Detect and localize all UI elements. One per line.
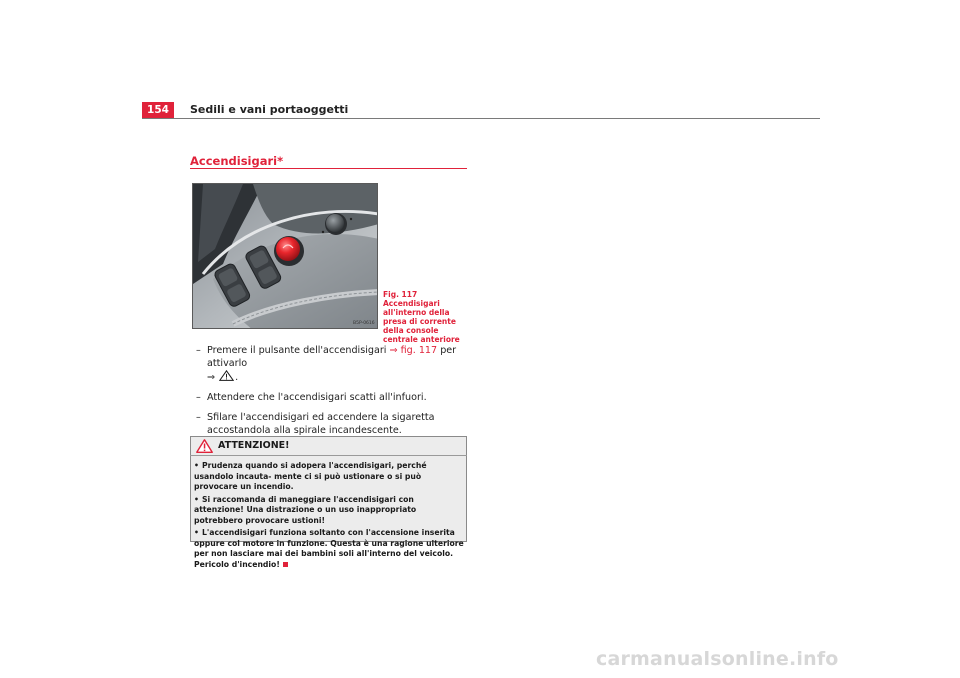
running-header: Sedili e vani portaoggetti [190, 103, 349, 116]
bullet: • [194, 528, 199, 537]
step-dash: – [196, 345, 201, 356]
warning-item [194, 528, 466, 570]
step-1-text-end: per attivarlo [207, 345, 457, 369]
step-2 [196, 391, 468, 404]
bullet: • [194, 461, 199, 470]
header-divider [142, 118, 820, 119]
step-1-text: Premere il pulsante dell'accendisigari [207, 345, 390, 356]
warning-item [194, 461, 466, 493]
step-dash: – [196, 392, 201, 403]
section-title: Accendisigari* [190, 154, 284, 168]
warning-reference-arrow: ⇒ [207, 372, 219, 383]
warning-list [194, 461, 466, 572]
step-dash: – [196, 412, 201, 423]
warning-item [194, 495, 466, 527]
figure-code: B5P-0616 [353, 321, 375, 326]
page-number: 154 [142, 102, 174, 118]
step-2-text: Attendere che l'accendisigari scatti all'infuori. [207, 392, 427, 403]
warning-header [190, 436, 467, 456]
warning-title: ATTENZIONE! [218, 440, 290, 451]
warning-item-text: Prudenza quando si adopera l'accendisigari, perché usandolo incauta- mente ci si può ustionare o si può provocare un incendio. [194, 461, 427, 491]
bullet: • [194, 494, 199, 504]
watermark: carmanualsonline.info [596, 648, 839, 670]
step-3 [196, 411, 468, 437]
end-square-icon [283, 562, 288, 567]
step-1-period: . [235, 372, 239, 383]
warning-item-text: Si raccomanda di maneggiare l'accendisigari con attenzione! Una distrazione o un uso inappropriato potrebbero provocare ustioni! [194, 494, 417, 525]
section-divider [190, 168, 467, 169]
warning-triangle-icon[interactable] [219, 370, 234, 381]
instruction-steps [196, 344, 468, 444]
cigarette-lighter-photo [192, 183, 378, 329]
figure-caption: Fig. 117 Accendisigari all'interno della presa di corrente della console centrale anteriore [383, 290, 460, 344]
step-3-text: Sfilare l'accendisigari ed accendere la sigaretta accostandola alla spirale incandescente. [207, 412, 435, 436]
step-1 [196, 344, 468, 384]
warning-triangle-icon [196, 439, 213, 453]
figure-reference-link[interactable]: ⇒ fig. 117 [389, 345, 438, 356]
warning-item-text: L'accendisigari funziona soltanto con l'accensione inserita oppure col motore in funzione. Questa è una ragione ulteriore per non lasciare mai dei bambini soli all'interno del veicolo. Pericolo d'incendio! [194, 528, 464, 569]
